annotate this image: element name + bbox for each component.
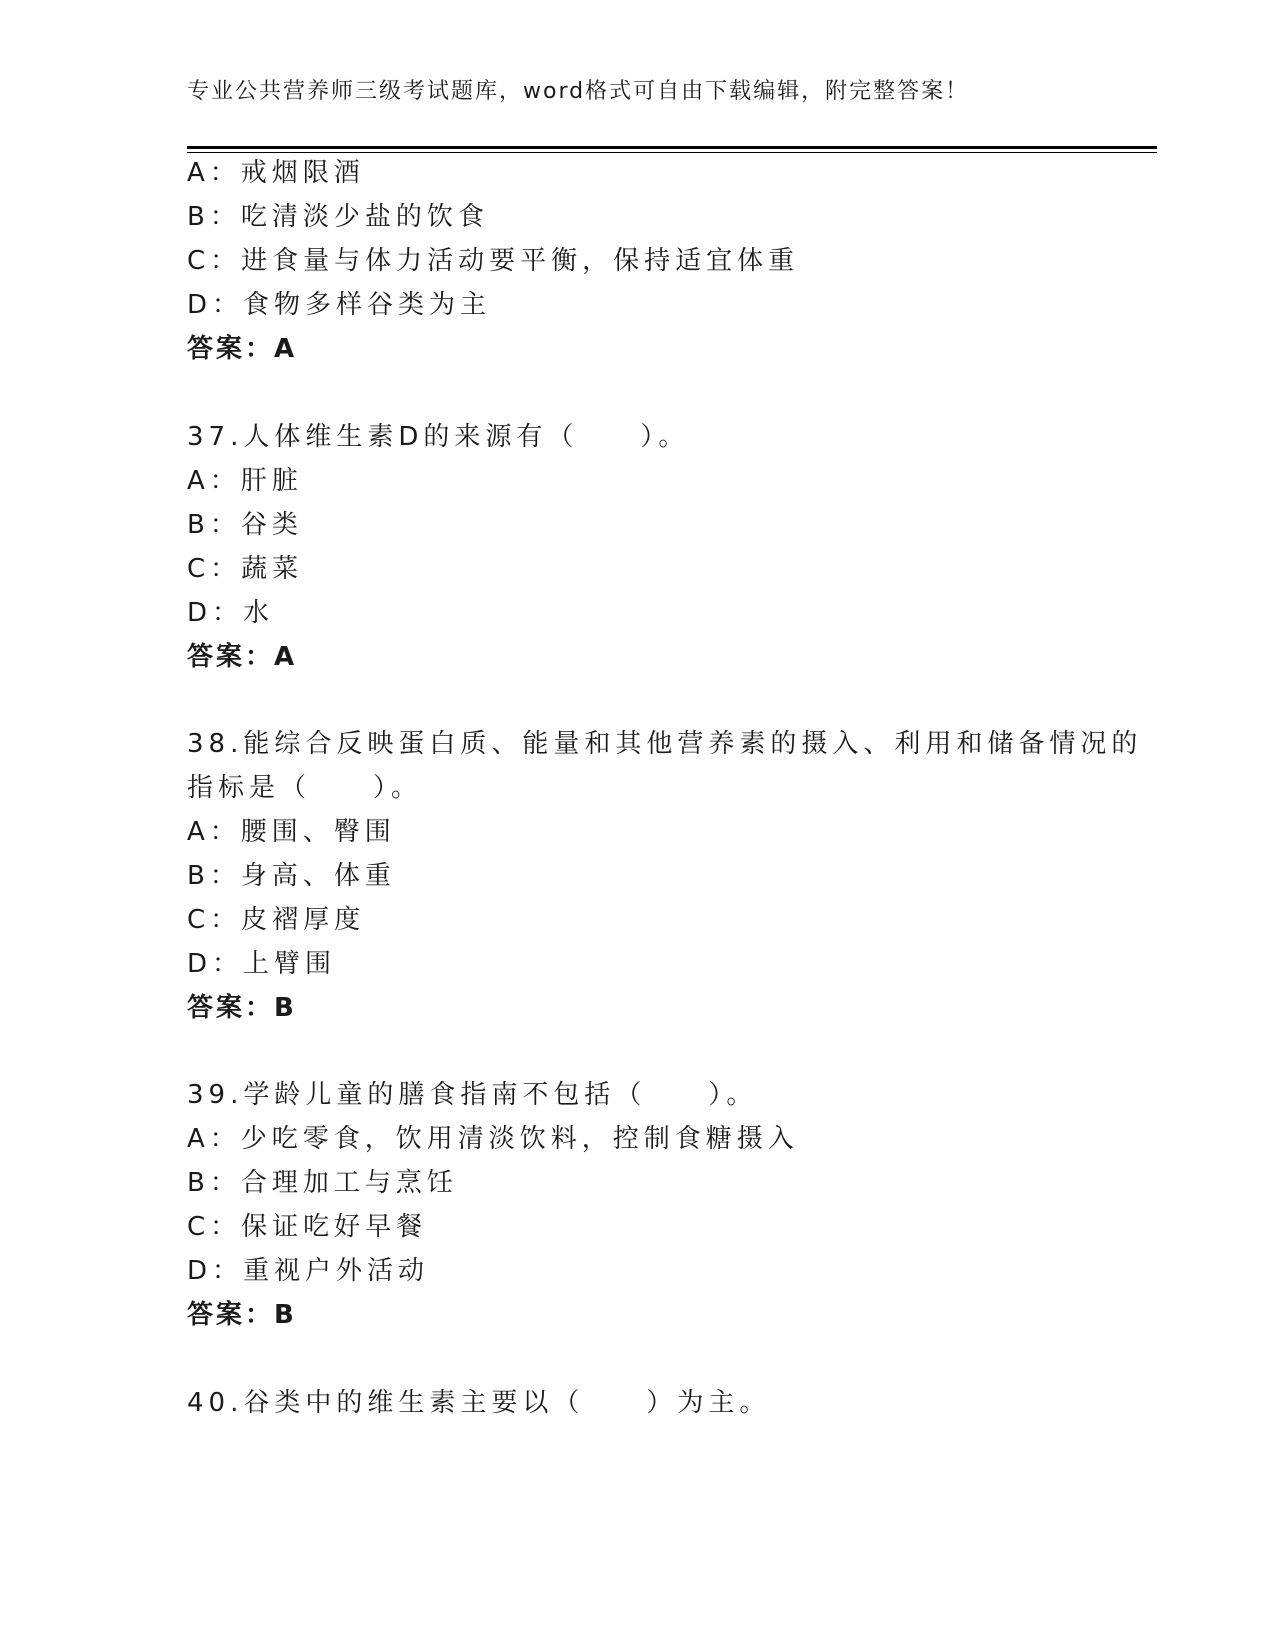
option-d: D：水 bbox=[187, 598, 275, 628]
question-stem: 38.能综合反映蛋白质、能量和其他营养素的摄入、利用和储备情况的 bbox=[187, 729, 1143, 759]
answer: 答案：B bbox=[187, 1300, 297, 1330]
option-a: A：腰围、臀围 bbox=[187, 817, 396, 847]
header-rule-thin bbox=[187, 152, 1157, 153]
option-d: D：重视户外活动 bbox=[187, 1256, 430, 1286]
question-stem: 39.学龄儿童的膳食指南不包括（ ）。 bbox=[187, 1080, 758, 1110]
option-d: D：食物多样谷类为主 bbox=[187, 290, 492, 320]
option-d: D：上臂围 bbox=[187, 949, 337, 979]
option-b: B：吃清淡少盐的饮食 bbox=[187, 202, 489, 232]
option-b: B：谷类 bbox=[187, 510, 303, 540]
option-c: C：保证吃好早餐 bbox=[187, 1212, 428, 1242]
answer: 答案：A bbox=[187, 642, 298, 672]
option-c: C：进食量与体力活动要平衡，保持适宜体重 bbox=[187, 246, 800, 276]
question-stem-continued: 指标是（ ）。 bbox=[187, 773, 423, 803]
option-b: B：身高、体重 bbox=[187, 861, 396, 891]
page-header: 专业公共营养师三级考试题库，word格式可自由下载编辑，附完整答案！ bbox=[187, 79, 970, 104]
option-c: C：皮褶厚度 bbox=[187, 905, 366, 935]
option-c: C：蔬菜 bbox=[187, 554, 304, 584]
question-stem: 40.谷类中的维生素主要以（ ）为主。 bbox=[187, 1388, 771, 1418]
option-a: A：肝脏 bbox=[187, 466, 303, 496]
option-a: A：戒烟限酒 bbox=[187, 158, 365, 188]
question-stem: 37.人体维生素D的来源有（ ）。 bbox=[187, 422, 690, 452]
header-rule-thick bbox=[187, 146, 1157, 149]
option-a: A：少吃零食，饮用清淡饮料，控制食糖摄入 bbox=[187, 1124, 799, 1154]
answer: 答案：B bbox=[187, 993, 297, 1023]
answer: 答案：A bbox=[187, 334, 298, 364]
option-b: B：合理加工与烹饪 bbox=[187, 1168, 458, 1198]
